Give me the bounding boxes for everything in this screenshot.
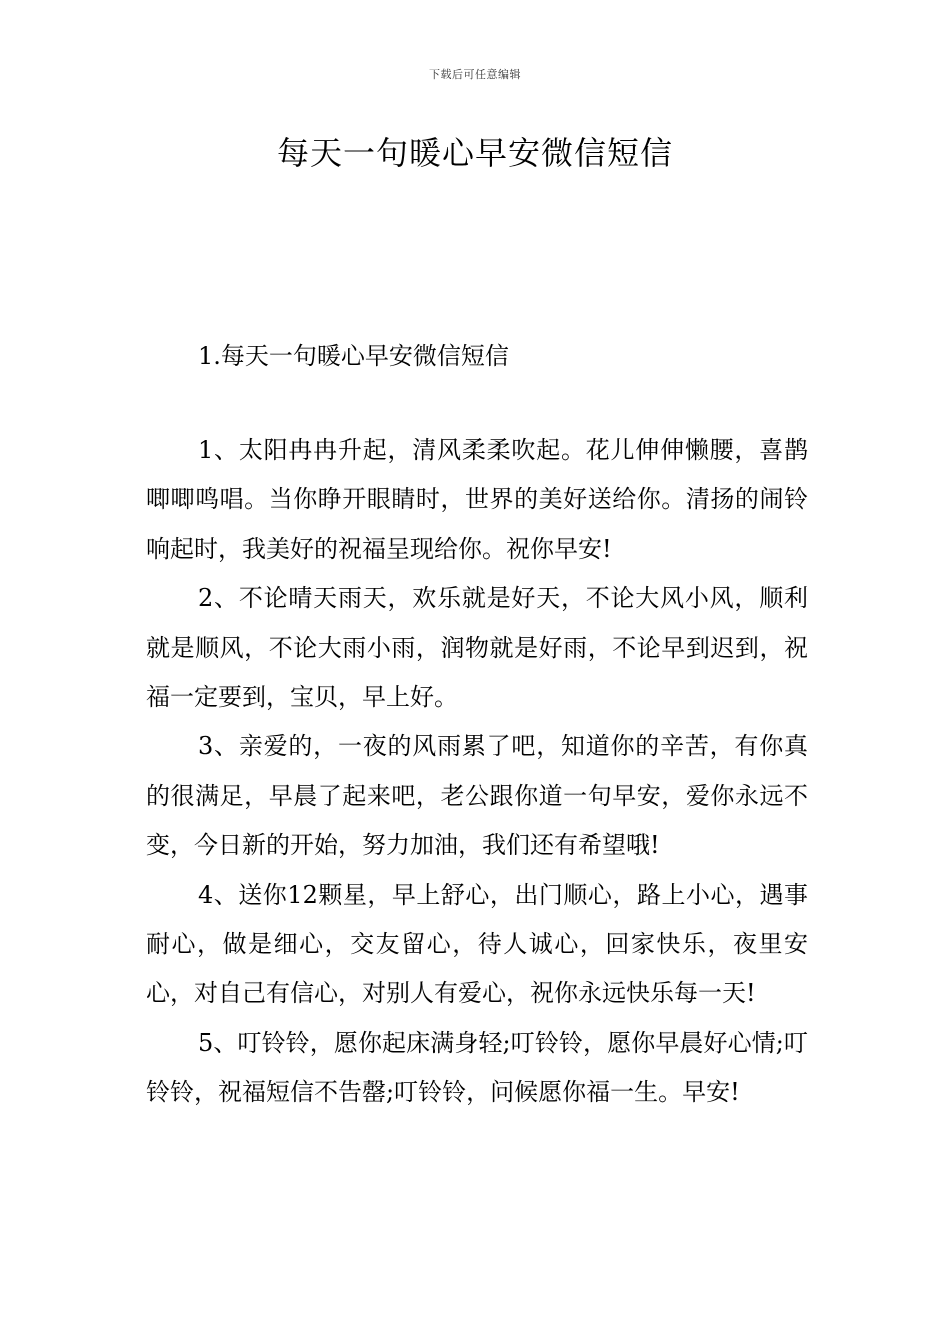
header-note: 下载后可任意编辑 [429,68,521,81]
document-body [146,426,808,1118]
document-title: 每天一句暖心早安微信短信 [276,134,673,172]
paragraph-2: 2、不论晴天雨天，欢乐就是好天，不论大风小风，顺利就是顺风，不论大雨小雨，润物就是好雨，不论早到迟到，祝福一定要到，宝贝，早上好。 [146,584,808,712]
paragraph-3: 3、亲爱的，一夜的风雨累了吧，知道你的辛苦，有你真的很满足，早晨了起来吧，老公跟你道一句早安，爱你永远不变，今日新的开始，努力加油，我们还有希望哦! [146,732,808,860]
section-heading: 1.每天一句暖心早安微信短信 [198,342,509,370]
paragraph-1: 1、太阳冉冉升起，清风柔柔吹起。花儿伸伸懒腰，喜鹊唧唧鸣唱。当你睁开眼睛时，世界的美好送给你。清扬的闹铃响起时，我美好的祝福呈现给你。祝你早安! [146,436,808,563]
paragraph-4: 4、送你12颗星，早上舒心，出门顺心，路上小心，遇事耐心，做是细心，交友留心，待人诚心，回家快乐，夜里安心，对自己有信心，对别人有爱心，祝你永远快乐每一天! [146,880,808,1008]
paragraph-5: 5、叮铃铃，愿你起床满身轻;叮铃铃，愿你早晨好心情;叮铃铃，祝福短信不告罄;叮铃铃，问候愿你福一生。早安! [146,1028,808,1107]
